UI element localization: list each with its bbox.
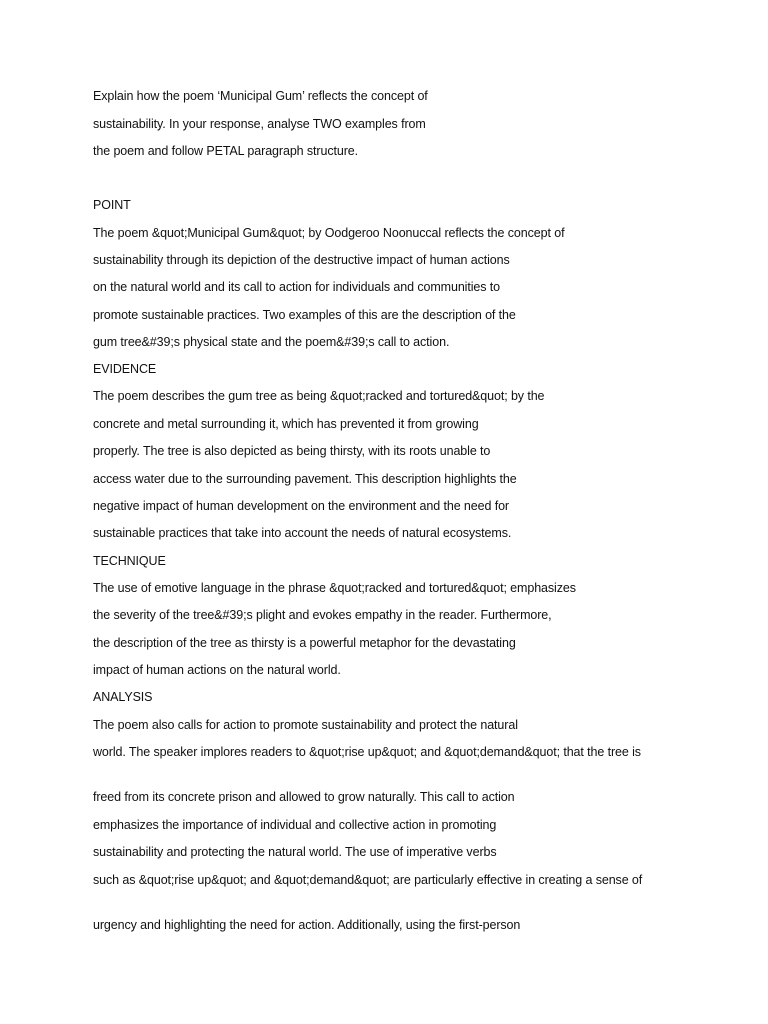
analysis-heading: ANALYSIS [93, 690, 153, 704]
point-line-4: promote sustainable practices. Two examples of this are the description of the [93, 308, 516, 322]
analysis-line-3: freed from its concrete prison and allowed to grow naturally. This call to action [93, 790, 515, 804]
point-heading: POINT [93, 198, 131, 212]
point-line-5: gum tree&#39;s physical state and the poem&#39;s call to action. [93, 335, 450, 349]
point-line-1: The poem &quot;Municipal Gum&quot; by Oodgeroo Noonuccal reflects the concept of [93, 226, 565, 240]
question-line-3: the poem and follow PETAL paragraph structure. [93, 144, 358, 158]
question-line-1: Explain how the poem ‘Municipal Gum’ reflects the concept of [93, 89, 428, 103]
evidence-line-6: sustainable practices that take into account the needs of natural ecosystems. [93, 526, 512, 540]
technique-line-1: The use of emotive language in the phrase &quot;racked and tortured&quot; emphasizes [93, 581, 576, 595]
question-line-2: sustainability. In your response, analyse TWO examples from [93, 117, 426, 131]
technique-heading: TECHNIQUE [93, 554, 166, 568]
analysis-line-4: emphasizes the importance of individual and collective action in promoting [93, 818, 497, 832]
technique-line-4: impact of human actions on the natural world. [93, 663, 341, 677]
analysis-line-1: The poem also calls for action to promote sustainability and protect the natural [93, 718, 518, 732]
technique-line-3: the description of the tree as thirsty is a powerful metaphor for the devastating [93, 636, 516, 650]
evidence-heading: EVIDENCE [93, 362, 157, 376]
technique-line-2: the severity of the tree&#39;s plight and evokes empathy in the reader. Furthermore, [93, 608, 552, 622]
point-line-2: sustainability through its depiction of the destructive impact of human actions [93, 253, 510, 267]
analysis-line-2: world. The speaker implores readers to &quot;rise up&quot; and &quot;demand&quot; that the tree is [93, 745, 641, 759]
evidence-line-4: access water due to the surrounding pavement. This description highlights the [93, 472, 517, 486]
analysis-line-5: sustainability and protecting the natural world. The use of imperative verbs [93, 845, 497, 859]
evidence-line-5: negative impact of human development on the environment and the need for [93, 499, 509, 513]
analysis-line-7: urgency and highlighting the need for action. Additionally, using the first-person [93, 918, 521, 932]
evidence-line-1: The poem describes the gum tree as being &quot;racked and tortured&quot; by the [93, 389, 545, 403]
point-line-3: on the natural world and its call to action for individuals and communities to [93, 280, 501, 294]
evidence-line-3: properly. The tree is also depicted as being thirsty, with its roots unable to [93, 444, 491, 458]
analysis-line-6: such as &quot;rise up&quot; and &quot;demand&quot; are particularly effective in creating a sense of [93, 873, 643, 887]
evidence-line-2: concrete and metal surrounding it, which has prevented it from growing [93, 417, 479, 431]
